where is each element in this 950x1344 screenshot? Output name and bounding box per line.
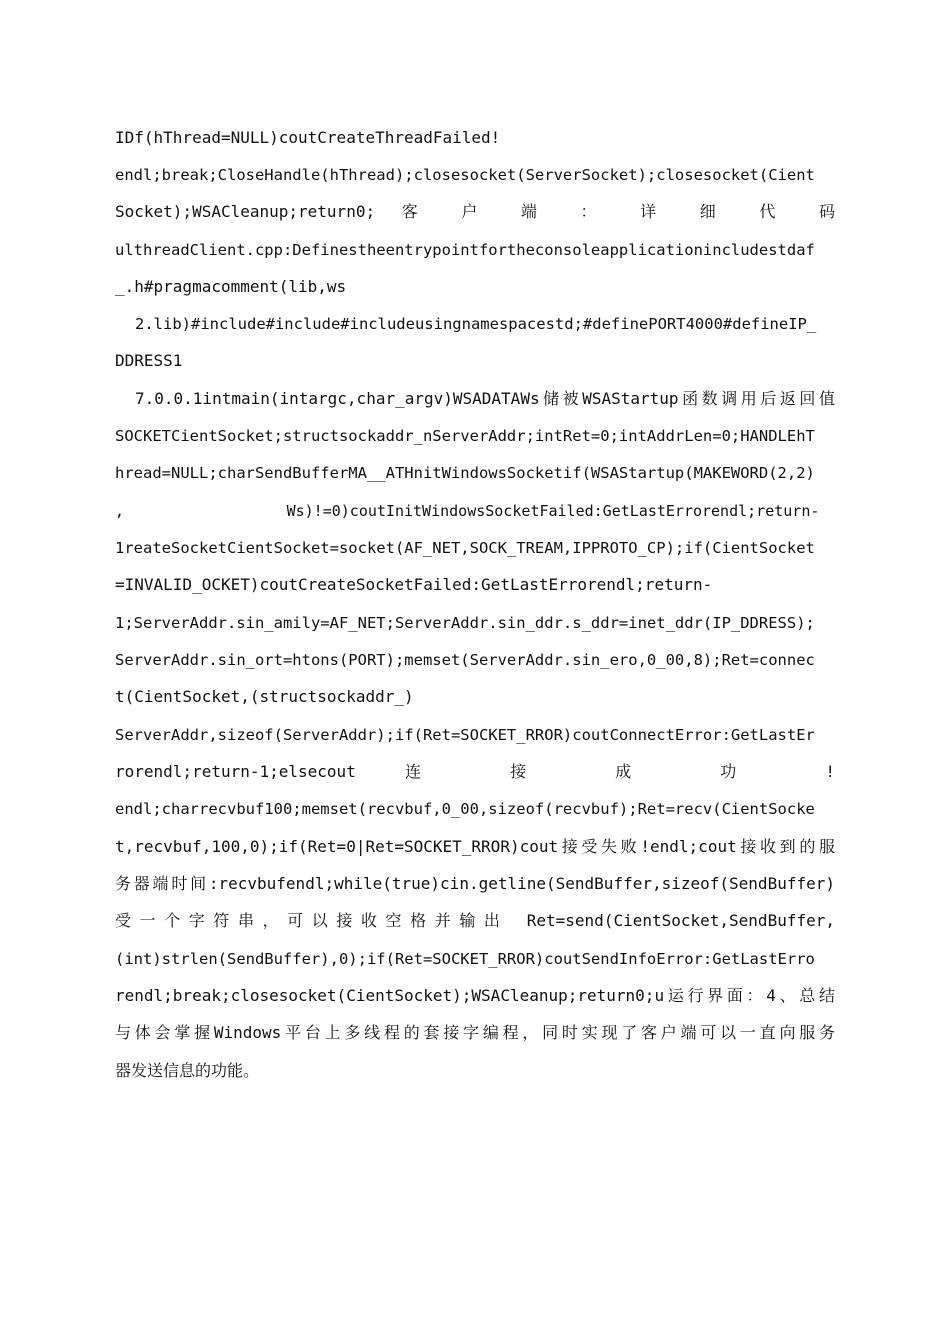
text-line: t,recvbuf,100,0);if(Ret=0|Ret=SOCKET_RROR)cout接受失败!endl;cout接收到的服 <box>115 837 835 856</box>
text-line: ServerAddr.sin_ort=htons(PORT);memset(ServerAddr.sin_ero,0_00,8);Ret=connec <box>115 651 815 669</box>
text-line: 7.0.0.1intmain(intargc,char_argv)WSADATAWs储被WSAStartup函数调用后返回值 <box>135 389 835 408</box>
text-line: 1;ServerAddr.sin_amily=AF_NET;ServerAddr.sin_ddr.s_ddr=inet_ddr(IP_DDRESS); <box>115 614 815 632</box>
text-line: rendl;break;closesocket(CientSocket);WSACleanup;return0;u运行界面：4、总结 <box>115 986 835 1005</box>
text-line: Socket);WSACleanup;return0; 客 户 端 ： 详 细 代 码 <box>115 202 835 221</box>
text-line: DDRESS1 <box>115 351 183 370</box>
text-line: 2.lib)#include#include#includeusingnamespacestd;#definePORT4000#defineIP_ <box>135 315 817 333</box>
text-line: 器发送信息的功能。 <box>115 1061 260 1080</box>
text-line: _.h#pragmacomment(lib,ws <box>115 277 347 296</box>
text-line: IDf(hThread=NULL)coutCreateThreadFailed! <box>115 128 501 147</box>
text-line: rorendl;return-1;elsecout 连 接 成 功 ! <box>115 762 835 781</box>
text-line: =INVALID_OCKET)coutCreateSocketFailed:GetLastErrorendl;return- <box>115 575 713 594</box>
text-line: ServerAddr,sizeof(ServerAddr);if(Ret=SOCKET_RROR)coutConnectError:GetLastEr <box>115 726 815 744</box>
text-line: (int)strlen(SendBuffer),0);if(Ret=SOCKET_RROR)coutSendInfoError:GetLastErro <box>115 950 815 968</box>
text-line: 与体会掌握Windows平台上多线程的套接字编程，同时实现了客户端可以一直向服务 <box>115 1023 835 1042</box>
text-line: t(CientSocket,(structsockaddr_) <box>115 687 414 706</box>
text-line: endl;break;CloseHandle(hThread);closesocket(ServerSocket);closesocket(Cient <box>115 166 815 184</box>
text-line: SOCKETCientSocket;structsockaddr_nServerAddr;intRet=0;intAddrLen=0;HANDLEhT <box>115 427 815 445</box>
text-line: 务器端时间:recvbufendl;while(true)cin.getline(SendBuffer,sizeof(SendBuffer) <box>115 874 835 893</box>
text-line: , Ws)!=0)coutInitWindowsSocketFailed:GetLastErrorendl;return- <box>115 502 820 520</box>
text-line: 受一个字符串，可以接收空格并输出 Ret=send(CientSocket,SendBuffer, <box>115 911 835 930</box>
text-line: 1reateSocketCientSocket=socket(AF_NET,SOCK_TREAM,IPPROTO_CP);if(CientSocket <box>115 539 815 557</box>
text-line: endl;charrecvbuf100;memset(recvbuf,0_00,sizeof(recvbuf);Ret=recv(CientSocke <box>115 800 815 818</box>
text-line: ulthreadClient.cpp:Definestheentrypointfortheconsoleapplicationincludestdaf <box>115 241 815 259</box>
text-line: hread=NULL;charSendBufferMA__ATHnitWindowsSocketif(WSAStartup(MAKEWORD(2,2) <box>115 464 815 482</box>
